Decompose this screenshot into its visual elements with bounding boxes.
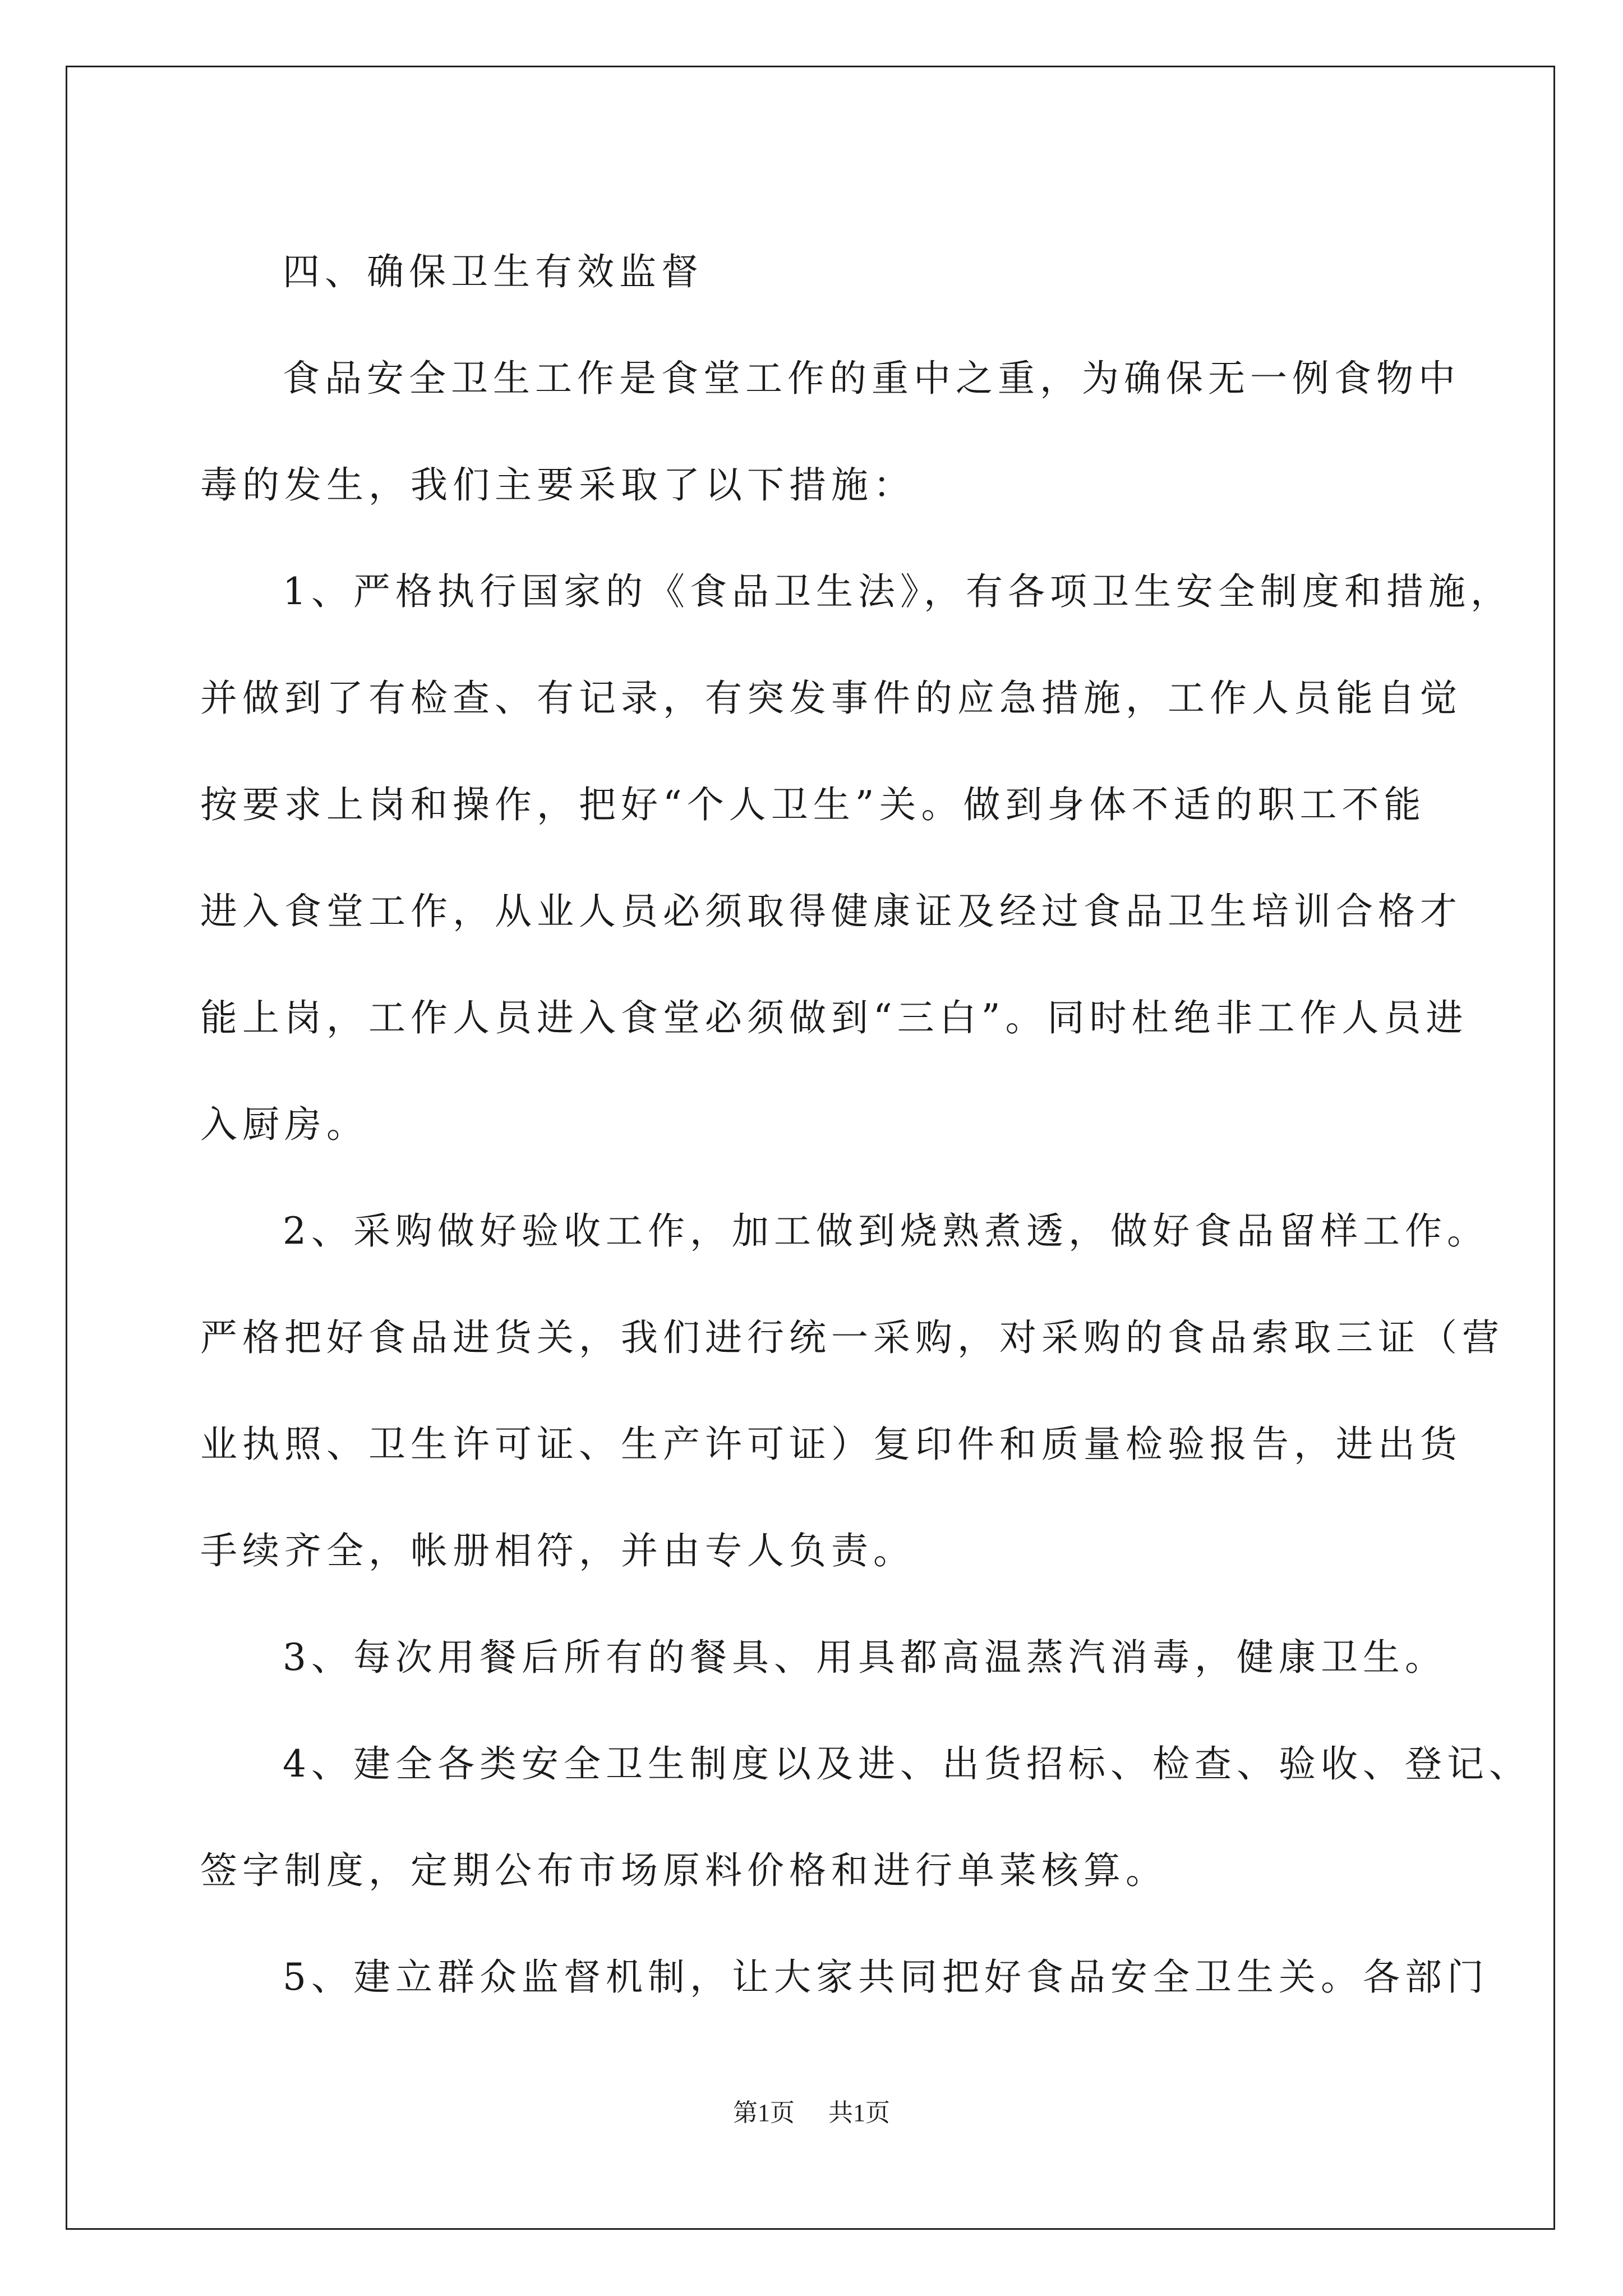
page-footer — [0, 2092, 1623, 2128]
page-number-total: 共1页 — [828, 2099, 890, 2127]
paragraph-line: 入厨房。 — [200, 1103, 368, 1146]
paragraph-line: 5、建立群众监督机制，让大家共同把好食品安全卫生关。各部门 — [283, 1955, 1489, 1999]
paragraph-line: 1、严格执行国家的《食品卫生法》，有各项卫生安全制度和措施， — [283, 570, 1513, 613]
paragraph-line: 严格把好食品进货关，我们进行统一采购，对采购的食品索取三证（营 — [200, 1316, 1504, 1359]
paragraph-line: 进入食堂工作，从业人员必须取得健康证及经过食品卫生培训合格才 — [200, 890, 1462, 933]
paragraph-line: 3、每次用餐后所有的餐具、用具都高温蒸汽消毒，健康卫生。 — [283, 1636, 1447, 1679]
page-number-current: 第1页 — [733, 2099, 795, 2127]
section-heading: 四、确保卫生有效监督 — [283, 250, 703, 293]
paragraph-line: 签字制度，定期公布市场原料价格和进行单菜核算。 — [200, 1849, 1168, 1892]
paragraph-line: 按要求上岗和操作，把好“个人卫生”关。做到身体不适的职工不能 — [200, 783, 1426, 826]
paragraph-line: 食品安全卫生工作是食堂工作的重中之重，为确保无一例食物中 — [283, 357, 1460, 400]
paragraph-line: 2、采购做好验收工作，加工做到烧熟煮透，做好食品留样工作。 — [283, 1209, 1489, 1253]
paragraph-line: 业执照、卫生许可证、生产许可证）复印件和质量检验报告，进出货 — [200, 1423, 1462, 1466]
paragraph-line: 毒的发生，我们主要采取了以下措施： — [200, 463, 915, 507]
document-body — [200, 219, 1531, 2031]
paragraph-line: 4、建全各类安全卫生制度以及进、出货招标、检查、验收、登记、 — [283, 1742, 1531, 1786]
paragraph-line: 并做到了有检查、有记录，有突发事件的应急措施，工作人员能自觉 — [200, 677, 1462, 720]
paragraph-line: 手续齐全，帐册相符，并由专人负责。 — [200, 1529, 915, 1572]
paragraph-line: 能上岗，工作人员进入食堂必须做到“三白”。同时杜绝非工作人员进 — [200, 996, 1468, 1039]
